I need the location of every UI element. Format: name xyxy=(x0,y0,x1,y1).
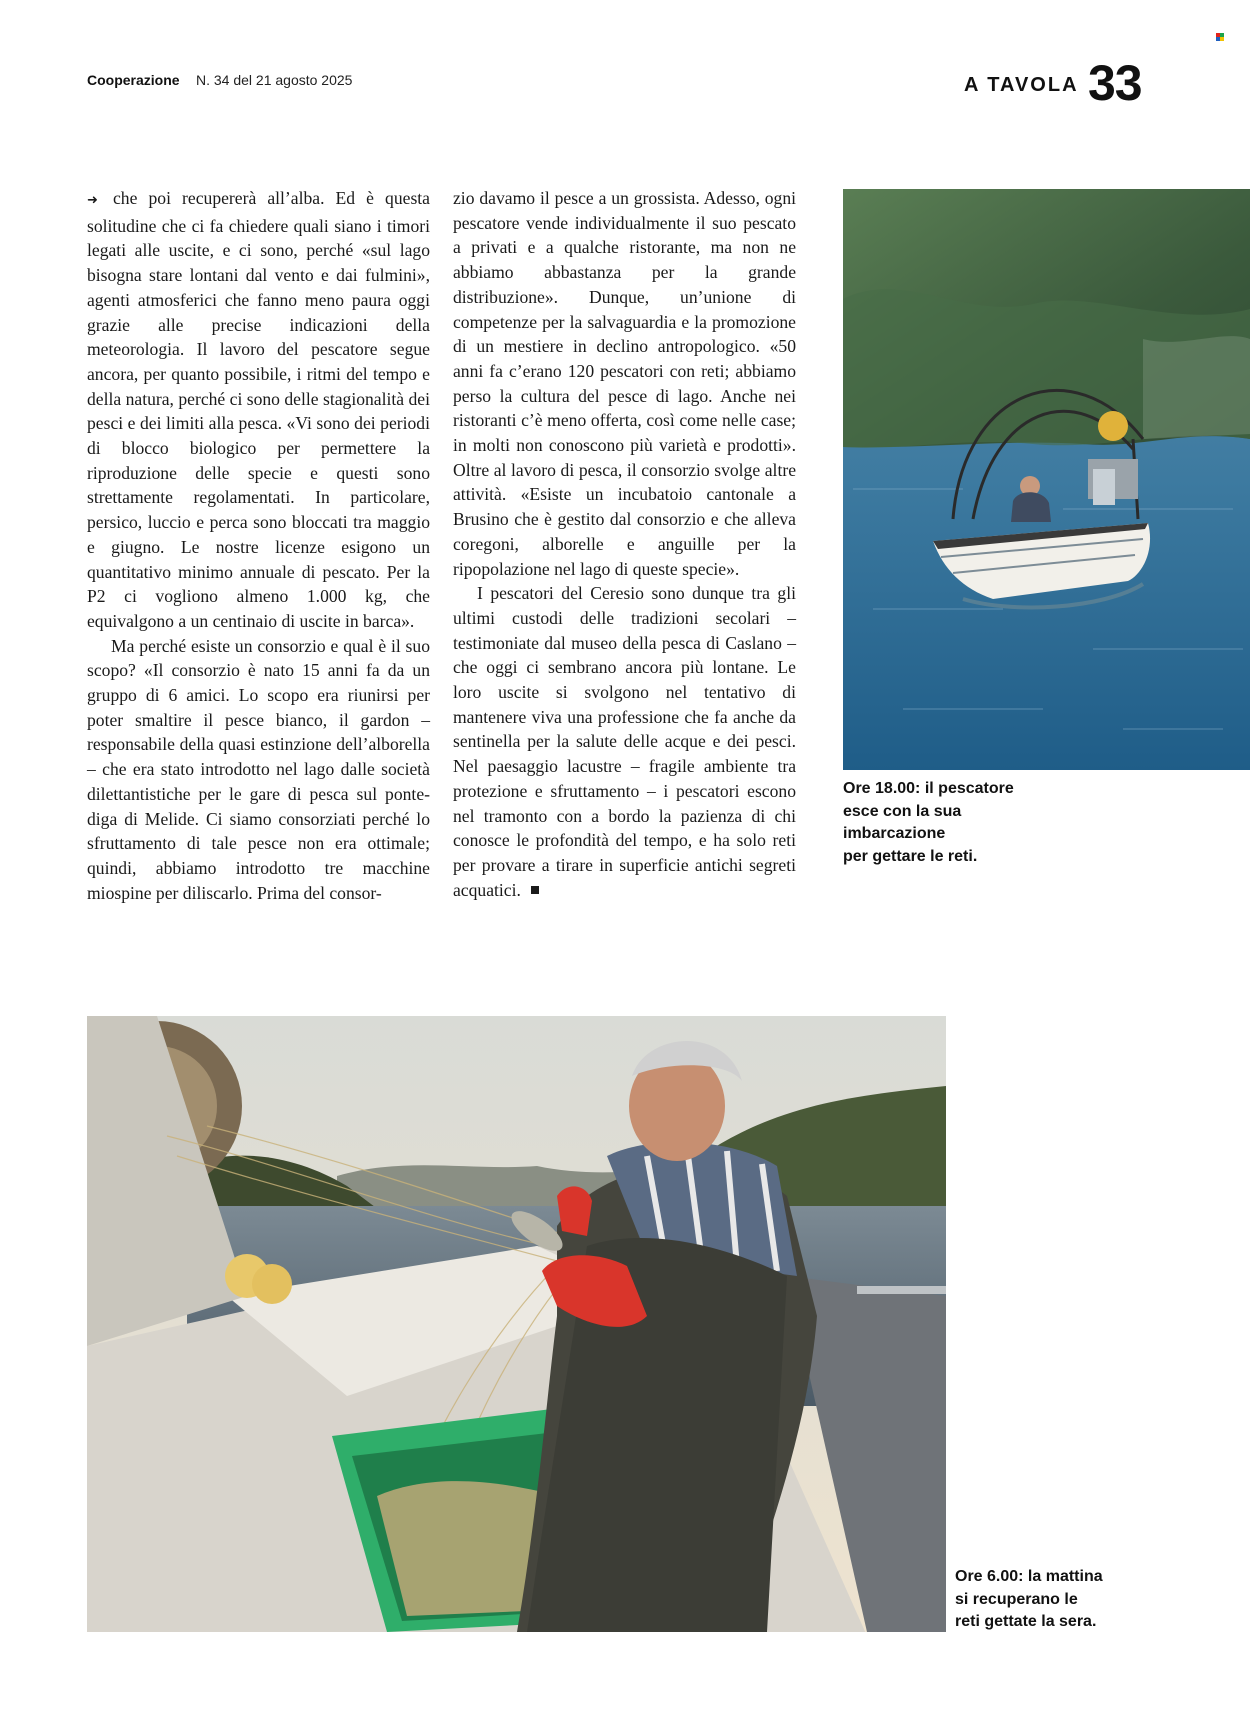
paragraph-text: I pescatori del Ceresio sono dunque tra gli ultimi custodi delle tradizioni secolari – testimoniate dal museo della pesca di Caslano – che oggi ci sembrano ancora più lontane. Le loro uscite si svolgono nel tentativo di mantenere viva una professione che fa anche da sentinella per la salute delle acque e dei pesci. Nel paesaggio lacustre – fragile ambiente tra protezione e sfruttamento – i pescatori escono nel tramonto con a bordo la pazienza di chi conosce le profondità del tempo, e ha solo reti per provare a tirare in superficie antichi segreti acquatici. xyxy=(453,583,796,900)
publication-name: Cooperazione xyxy=(87,72,180,88)
paragraph xyxy=(453,581,796,902)
paragraph: Ma perché esiste un consorzio e qual è il suo scopo? «Il consorzio è nato 15 anni fa da un gruppo di 6 amici. Lo scopo era riunirsi per poter smaltire il pesce bianco, il gardon – responsabile della quasi estinzione dell’alborella – che era stato introdotto nel lago dalle società dilettantistiche per le gare di pesca sul ponte-diga di Melide. Ci siamo consorziati perché lo sfruttamento di tale pesce non era ottimale; quindi, abbiamo introdotto tre macchine miospine per diliscarlo. Prima del consor- xyxy=(87,635,430,903)
paragraph xyxy=(87,186,430,634)
caption-line: Ore 6.00: la mattina xyxy=(955,1568,1103,1585)
photo-fisherman-boat xyxy=(843,189,1250,770)
caption-line: Ore 18.00: il pescatore xyxy=(843,780,1014,797)
paragraph-text: che poi recupererà all’alba. Ed è questa solitudine che ci fa chiedere quali siano i timori legati alle uscite, e ci sono, perché «sul lago bisogna stare lontani dal vento e dai fulmini», agenti atmosferici che fanno meno paura oggi grazie alle precise indicazioni della meteorologia. Il lavoro del pescatore segue ancora, per quanto possibile, i ritmi del tempo e della natura, perché ci sono delle stagionalità dei pesci e dei limiti alla pesca. «Vi sono dei periodi di blocco biologico per permettere la riproduzione delle specie e questi sono strettamente regolamentati. In particolare, persico, luccio e perca sono bloccati tra maggio e giugno. Le nostre licenze esigono un quantitativo minimo annuale di pescato. Per la P2 ci vogliono almeno 1.000 kg, che equivalgono a un centinaio di uscite in barca». xyxy=(87,188,430,631)
end-of-article-mark xyxy=(531,886,539,894)
caption-line: si recuperano le xyxy=(955,1590,1078,1608)
section-title: A TAVOLA xyxy=(964,74,1079,96)
paragraph: zio davamo il pesce a un grossista. Adesso, ogni pescatore vende individualmente il suo pescato a privati e a qualche ristorante, ma non ne abbiamo abbastanza per la grande distribuzione». Dunque, un’unione di competenze per la salvaguardia e la promozione di un mestiere in declino antropologico. «50 anni fa c’erano 120 pescatori con reti; abbiamo perso la cultura del pesce di lago. Anche nei ristoranti c’è meno offerta, così come nelle case; in molti non conoscono più varietà e prodotti». Oltre al lavoro di pesca, il consorzio svolge altre attività. «Esiste un incubatoio cantonale a Brusino che è gestito dal consorzio e che alleva coregoni, alborelle e anguille per la ripopolazione nel lago di queste specie». xyxy=(453,188,796,579)
article-column-1 xyxy=(87,186,430,905)
caption-line: imbarcazione xyxy=(843,825,946,842)
photo-fisherman-nets xyxy=(87,1016,946,1632)
caption-photo-2 xyxy=(955,1566,1155,1634)
page-number: 33 xyxy=(1088,55,1142,111)
caption-line: reti gettate la sera. xyxy=(955,1613,1097,1630)
photo-fisherman-boat-illustration xyxy=(843,189,1250,770)
caption-line: esce con la sua xyxy=(843,802,962,820)
issue-date: N. 34 del 21 agosto 2025 xyxy=(196,72,353,88)
continuation-arrow-icon: ➜ xyxy=(87,193,98,208)
photo-fisherman-nets-illustration xyxy=(87,1016,946,1632)
caption-photo-1 xyxy=(843,778,1043,868)
article-column-2 xyxy=(453,186,796,902)
color-registration-marks xyxy=(1216,33,1224,41)
caption-line: per gettare le reti. xyxy=(843,847,978,865)
